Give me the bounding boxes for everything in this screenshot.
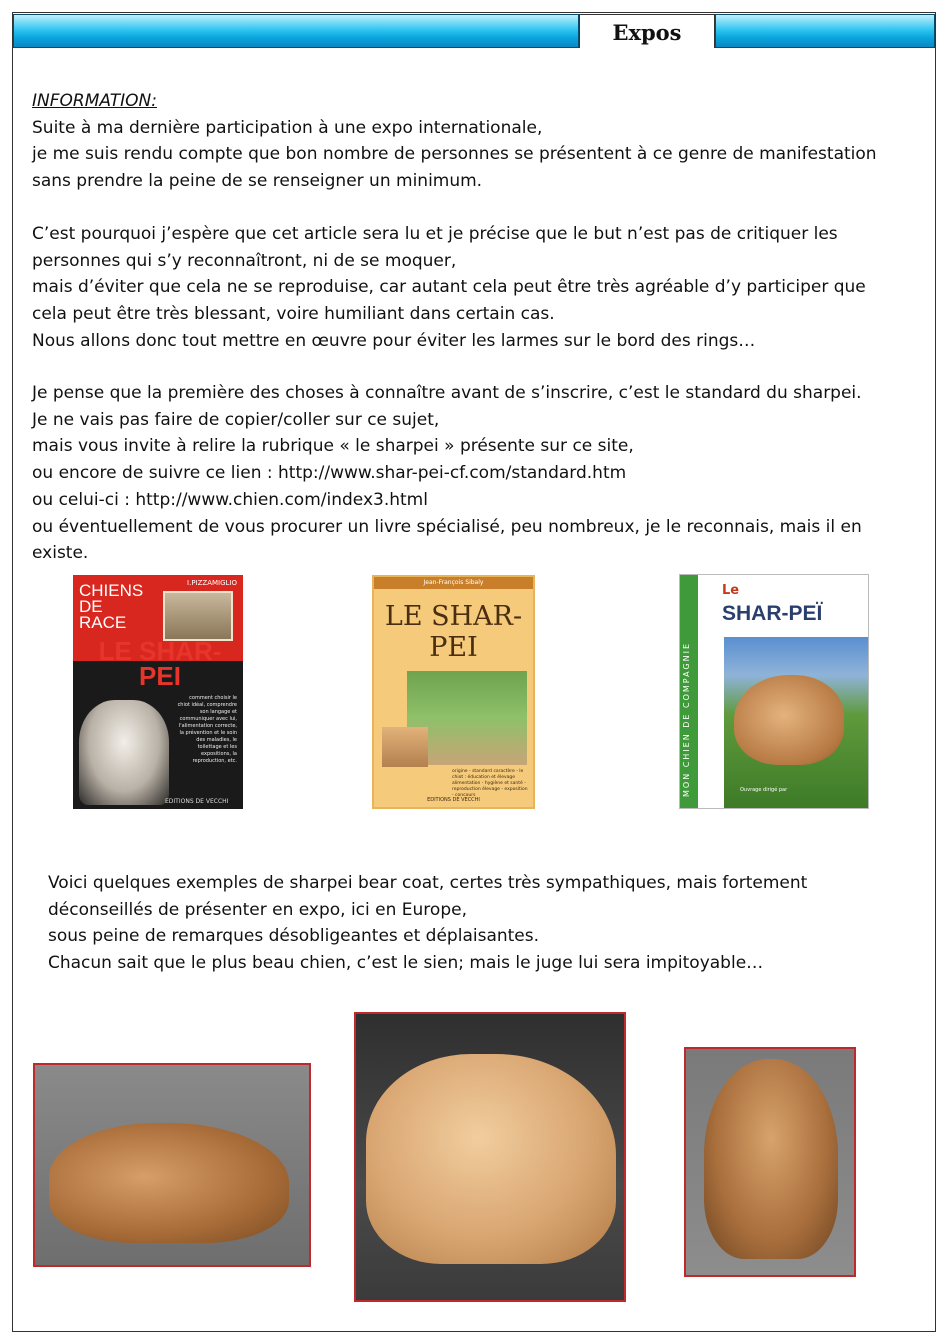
paragraph-purpose <box>32 221 866 355</box>
text-line: Chacun sait que le plus beau chien, c’est le sien; mais le juge lui sera impitoyable… <box>48 953 764 974</box>
book-blurb: comment choisir le chiot idéal, comprendre son langage et communiquer avec lui, l'alimentation correcte, la prévention et le soin des maladies, le toilettage et les expositions, la reproduction, etc. <box>177 695 237 764</box>
dog-photo-standing <box>354 1012 626 1302</box>
text-line: personnes qui s’y reconnaîtront, ni de se moquer, <box>32 250 457 271</box>
puppy-photo <box>382 727 428 767</box>
book-cover-mon-chien-de-compagnie <box>679 574 869 809</box>
book-author: I.PIZZAMIGLIO <box>187 579 237 587</box>
book-note: Ouvrage dirigé par <box>740 787 788 793</box>
book-publisher: EDITIONS DE VECCHI <box>165 798 229 805</box>
dog-figure <box>49 1123 289 1243</box>
text-line: Nous allons donc tout mettre en œuvre pour éviter les larmes sur le bord des rings… <box>32 330 756 351</box>
text-line: mais d’éviter que cela ne se reproduise, car autant cela peut être très agréable d’y participer que <box>32 277 866 298</box>
book-title: SHAR-PEÏ <box>722 602 823 625</box>
text-line: cela peut être très blessant, voire humiliant dans certain cas. <box>32 304 555 325</box>
page-title: Expos <box>579 14 715 48</box>
text-line: Suite à ma dernière participation à une expo internationale, <box>32 117 543 138</box>
link-line-chien[interactable]: ou celui-ci : http://www.chien.com/index3.html <box>32 489 428 510</box>
book-series: MON CHIEN DE COMPAGNIE <box>682 641 691 797</box>
book-cover-chiens-de-race <box>73 575 243 809</box>
text-line: je me suis rendu compte que bon nombre de personnes se présentent à ce genre de manifestation <box>32 144 877 165</box>
header-bar-right <box>715 14 935 48</box>
dog-figure <box>704 1059 838 1259</box>
book-title: LE SHAR-PEI <box>98 636 222 691</box>
dog-figure <box>366 1054 616 1264</box>
text-line: C’est pourquoi j’espère que cet article sera lu et je précise que le but n’est pas de critiquer les <box>32 224 838 244</box>
text-line: ou éventuellement de vous procurer un livre spécialisé, peu nombreux, je le reconnais, mais il en <box>32 516 862 537</box>
book-cover-le-shar-pei <box>372 575 535 809</box>
dog-photo <box>79 700 169 805</box>
dog-photo-sitting <box>684 1047 856 1277</box>
text-line: existe. <box>32 543 89 564</box>
header-bar-left <box>13 14 579 48</box>
text-line: sous peine de remarques désobligeantes et déplaisantes. <box>48 926 540 947</box>
text-line: sans prendre la peine de se renseigner un minimum. <box>32 171 483 192</box>
header <box>13 14 935 48</box>
dog-photo <box>734 675 844 765</box>
paragraph-bear-coat <box>48 870 807 977</box>
link-line-standard[interactable]: ou encore de suivre ce lien : http://www.shar-pei-cf.com/standard.htm <box>32 463 627 484</box>
text-line: déconseillés de présenter en expo, ici en Europe, <box>48 899 467 920</box>
book-series: CHIENS DE RACE <box>79 581 144 632</box>
text-line: Je ne vais pas faire de copier/coller sur ce sujet, <box>32 409 440 430</box>
puppy-photo <box>163 591 233 641</box>
text-line: Voici quelques exemples de sharpei bear coat, certes très sympathiques, mais fortement <box>48 873 808 893</box>
book-title-small: Le <box>722 583 740 598</box>
text-line: Je pense que la première des choses à connaître avant de s’inscrire, c’est le standard du sharpei. <box>32 383 862 403</box>
book-author: Jean-François Sibaly <box>374 577 533 589</box>
dog-photo-walking <box>33 1063 311 1267</box>
book-title: LE SHAR-PEI <box>384 601 523 663</box>
intro-heading: INFORMATION: <box>32 91 157 111</box>
text-line: mais vous invite à relire la rubrique « le sharpei » présente sur ce site, <box>32 436 634 457</box>
paragraph-standard <box>32 380 862 567</box>
intro-paragraph <box>32 88 877 195</box>
book-contents: origine - standard caractère - le chiot : éducation et élevage alimentation - hygiène et santé - reproduction élevage - exposition - concours <box>452 769 528 798</box>
book-publisher: EDITIONS DE VECCHI <box>427 797 480 803</box>
